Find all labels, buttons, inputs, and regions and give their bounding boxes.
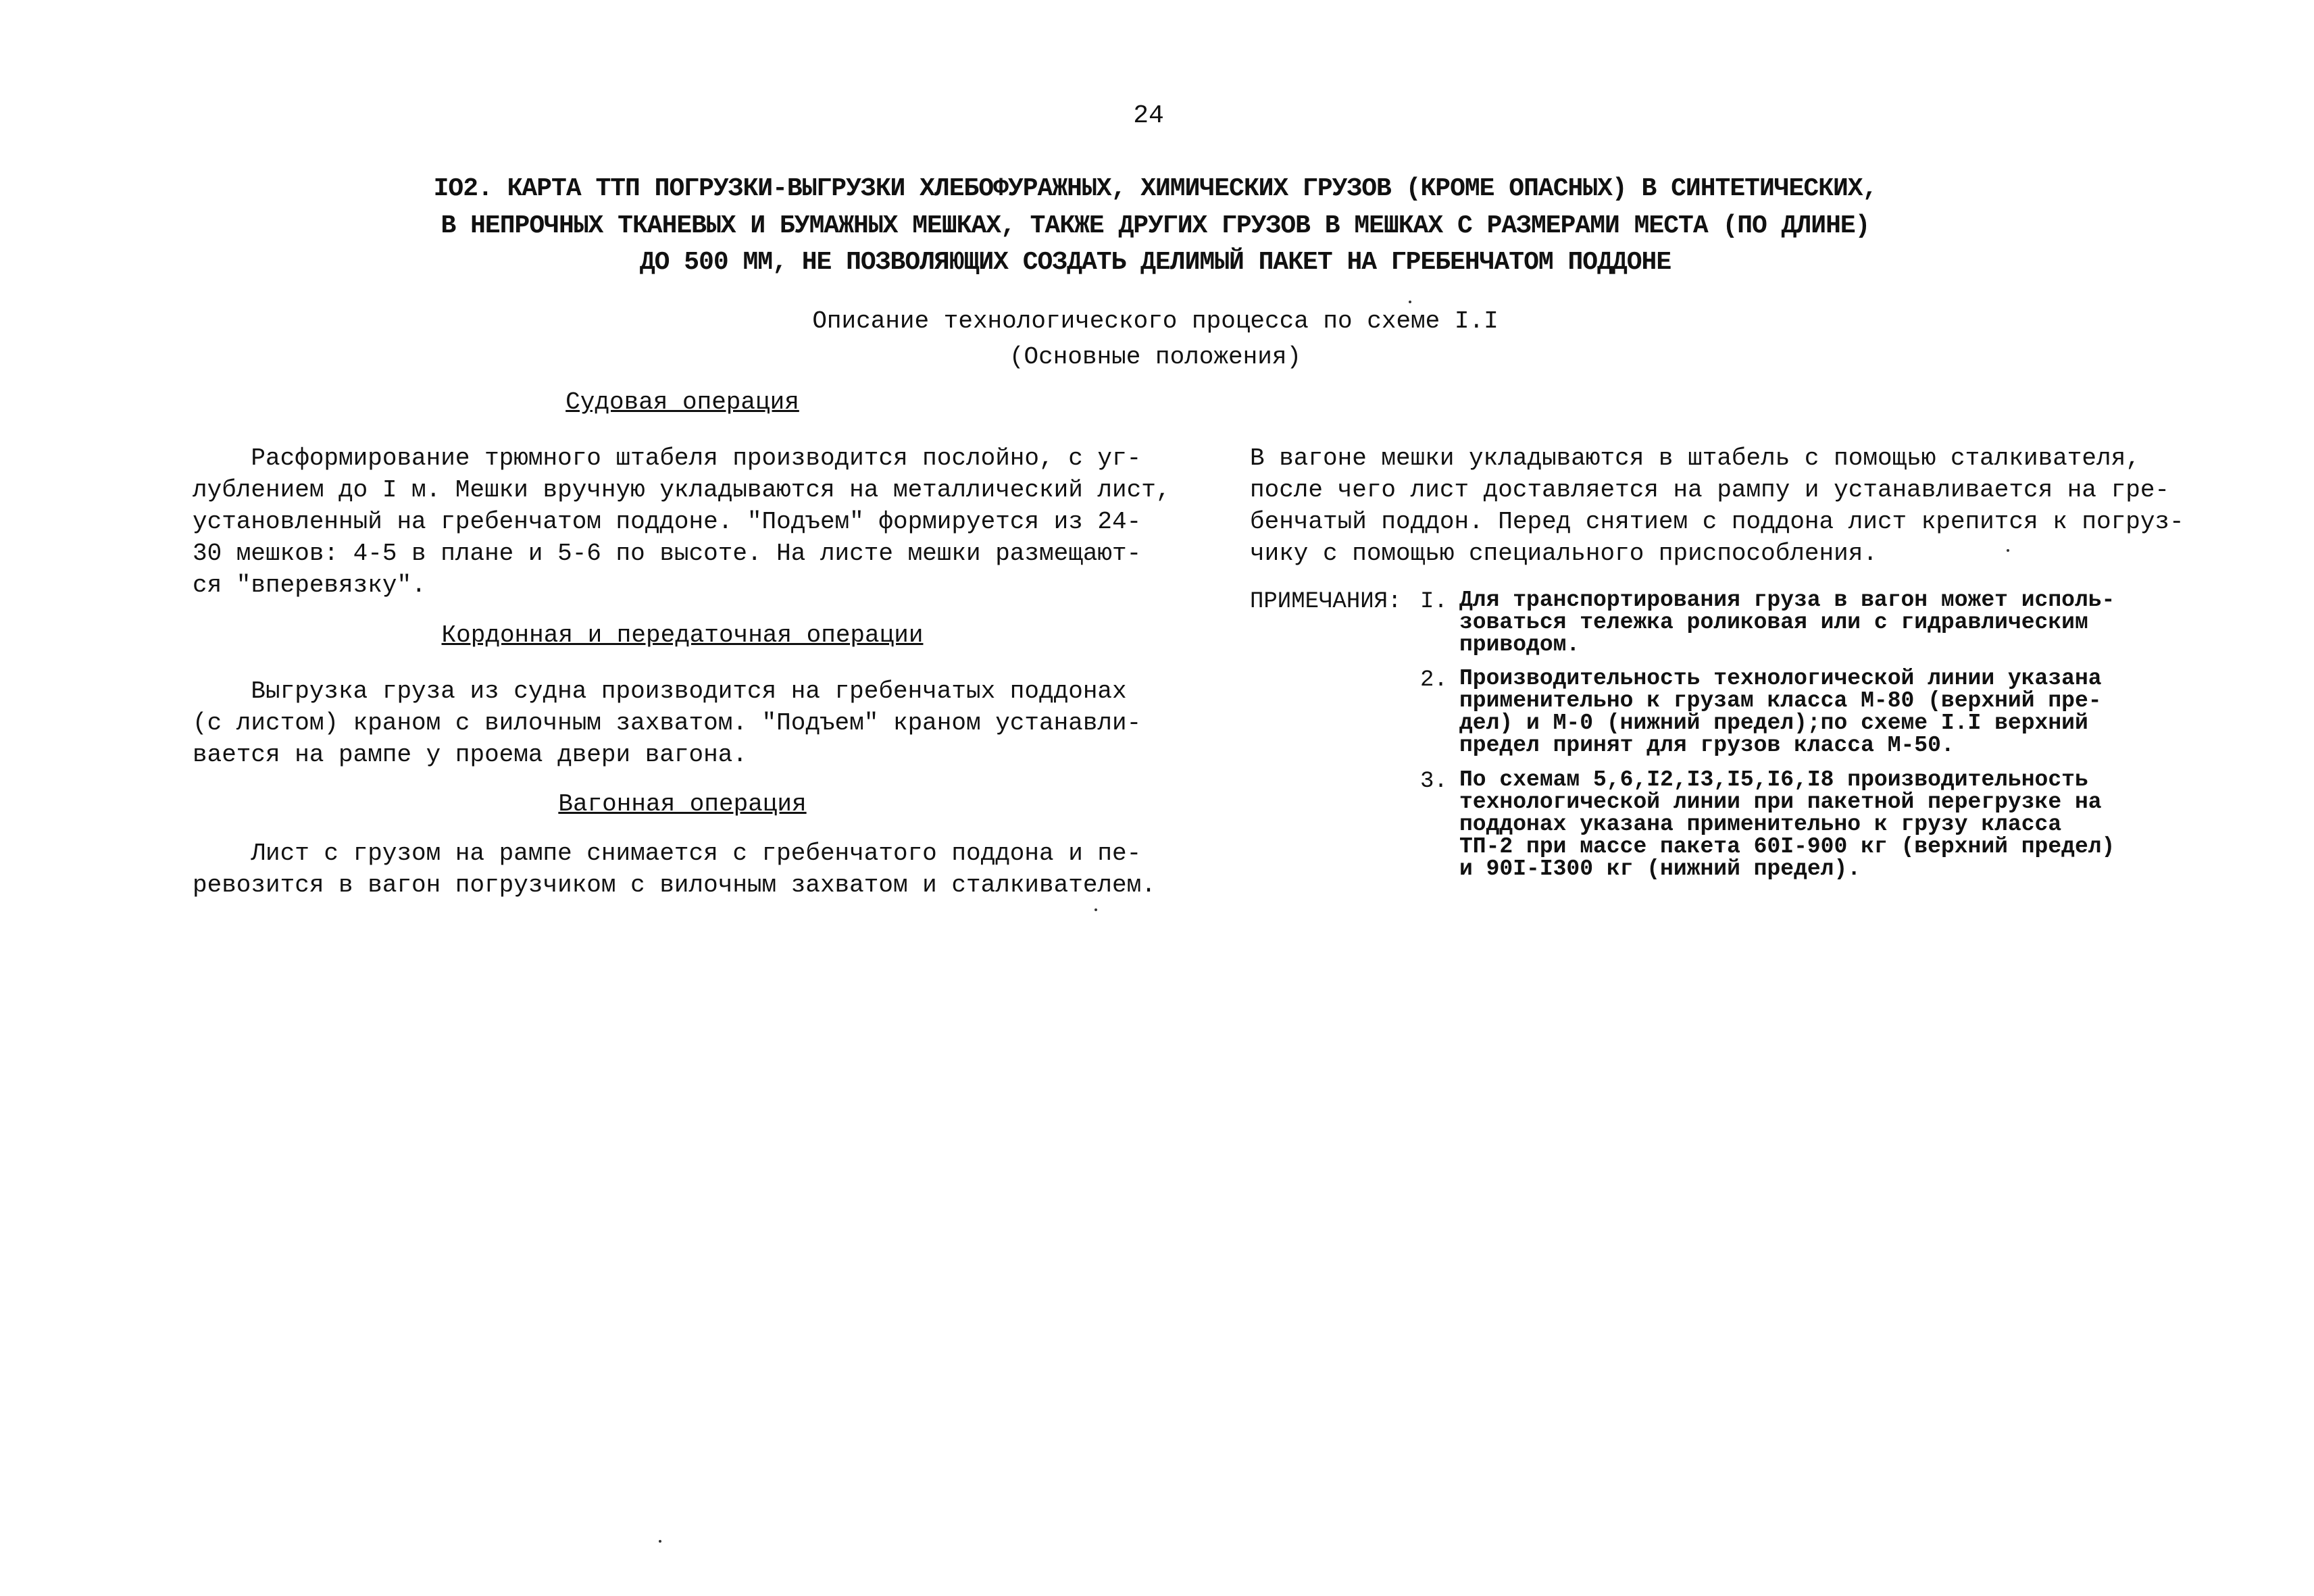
note-number: I. (1420, 589, 1448, 615)
title-line-3: ДО 500 ММ, НЕ ПОЗВОЛЯЮЩИХ СОЗДАТЬ ДЕЛИМЫЙ ПАКЕТ НА ГРЕБЕНЧАТОМ ПОДДОНЕ (639, 248, 1671, 277)
wagon-stacking-text: В вагоне мешки укладываются в штабель с помощью сталкивателя, после чего лист доставляется на рампу и устанавливается на гре- бенчатый поддон. Перед снятием с поддона лист крепится к погруз- чику с помощью специального приспособления. (1250, 444, 2184, 567)
wagon-operation-heading: Вагонная операция (558, 790, 807, 818)
scan-speck (2007, 549, 2009, 552)
notes-label: ПРИМЕЧАНИЯ: (1250, 589, 1402, 615)
note-number: 3. (1420, 769, 1448, 794)
scan-speck (659, 1540, 661, 1543)
note-number: 2. (1420, 667, 1448, 693)
page-number: 24 (1133, 101, 1164, 130)
cordon-operation-heading: Кордонная и передаточная операции (441, 621, 924, 649)
title-line-2: В НЕПРОЧНЫХ ТКАНЕВЫХ И БУМАЖНЫХ МЕШКАХ, ТАКЖЕ ДРУГИХ ГРУЗОВ В МЕШКАХ С РАЗМЕРАМИ МЕСТА (ПО ДЛИНЕ) (441, 211, 1870, 240)
title-line-1: IO2. КАРТА ТТП ПОГРУЗКИ-ВЫГРУЗКИ ХЛЕБОФУРАЖНЫХ, ХИМИЧЕСКИХ ГРУЗОВ (КРОМЕ ОПАСНЫХ) В СИНТЕТИЧЕСКИХ, (433, 174, 1878, 203)
ship-operation-heading: Судовая операция (565, 388, 799, 416)
scan-speck (1409, 301, 1411, 303)
note-text: Для транспортирования груза в вагон может исполь- зоваться тележка роликовая или с гидравлическим приводом. (1459, 588, 2115, 657)
subtitle-line-2: (Основные положения) (1009, 343, 1302, 371)
scan-speck (1095, 908, 1097, 911)
wagon-operation-text: Лист с грузом на рампе снимается с гребенчатого поддона и пе- ревозится в вагон погрузчиком с вилочным захватом и сталкивателем. (193, 840, 1156, 899)
ship-operation-text: Расформирование трюмного штабеля производится послойно, с уг- лублением до I м. Мешки вручную укладываются на металлический лист, установленный на гребенчатом поддоне. "Подъем" формируется из 24- 30 мешков: 4-5 в плане и 5-6 по высоте. На листе мешки размещают- ся "вперевязку". (193, 444, 1171, 599)
subtitle-line-1: Описание технологического процесса по схеме I.I (812, 307, 1499, 335)
note-text: По схемам 5,6,I2,I3,I5,I6,I8 производительность технологической линии при пакетной перегрузке на поддонах указана применительно к грузу класса ТП-2 при массе пакета 60I-900 кг (верхний предел) и 90I-I300 кг (нижний предел). (1459, 767, 2115, 881)
note-text: Производительность технологической линии указана применительно к грузам класса М-80 (верхний пре- дел) и М-0 (нижний предел);по схеме I.I верхний предел принят для грузов класса М-50. (1459, 666, 2102, 758)
cordon-operation-text: Выгрузка груза из судна производится на гребенчатых поддонах (с листом) краном с вилочным захватом. "Подъем" краном устанавли- вается на рампе у проема двери вагона. (193, 677, 1142, 769)
